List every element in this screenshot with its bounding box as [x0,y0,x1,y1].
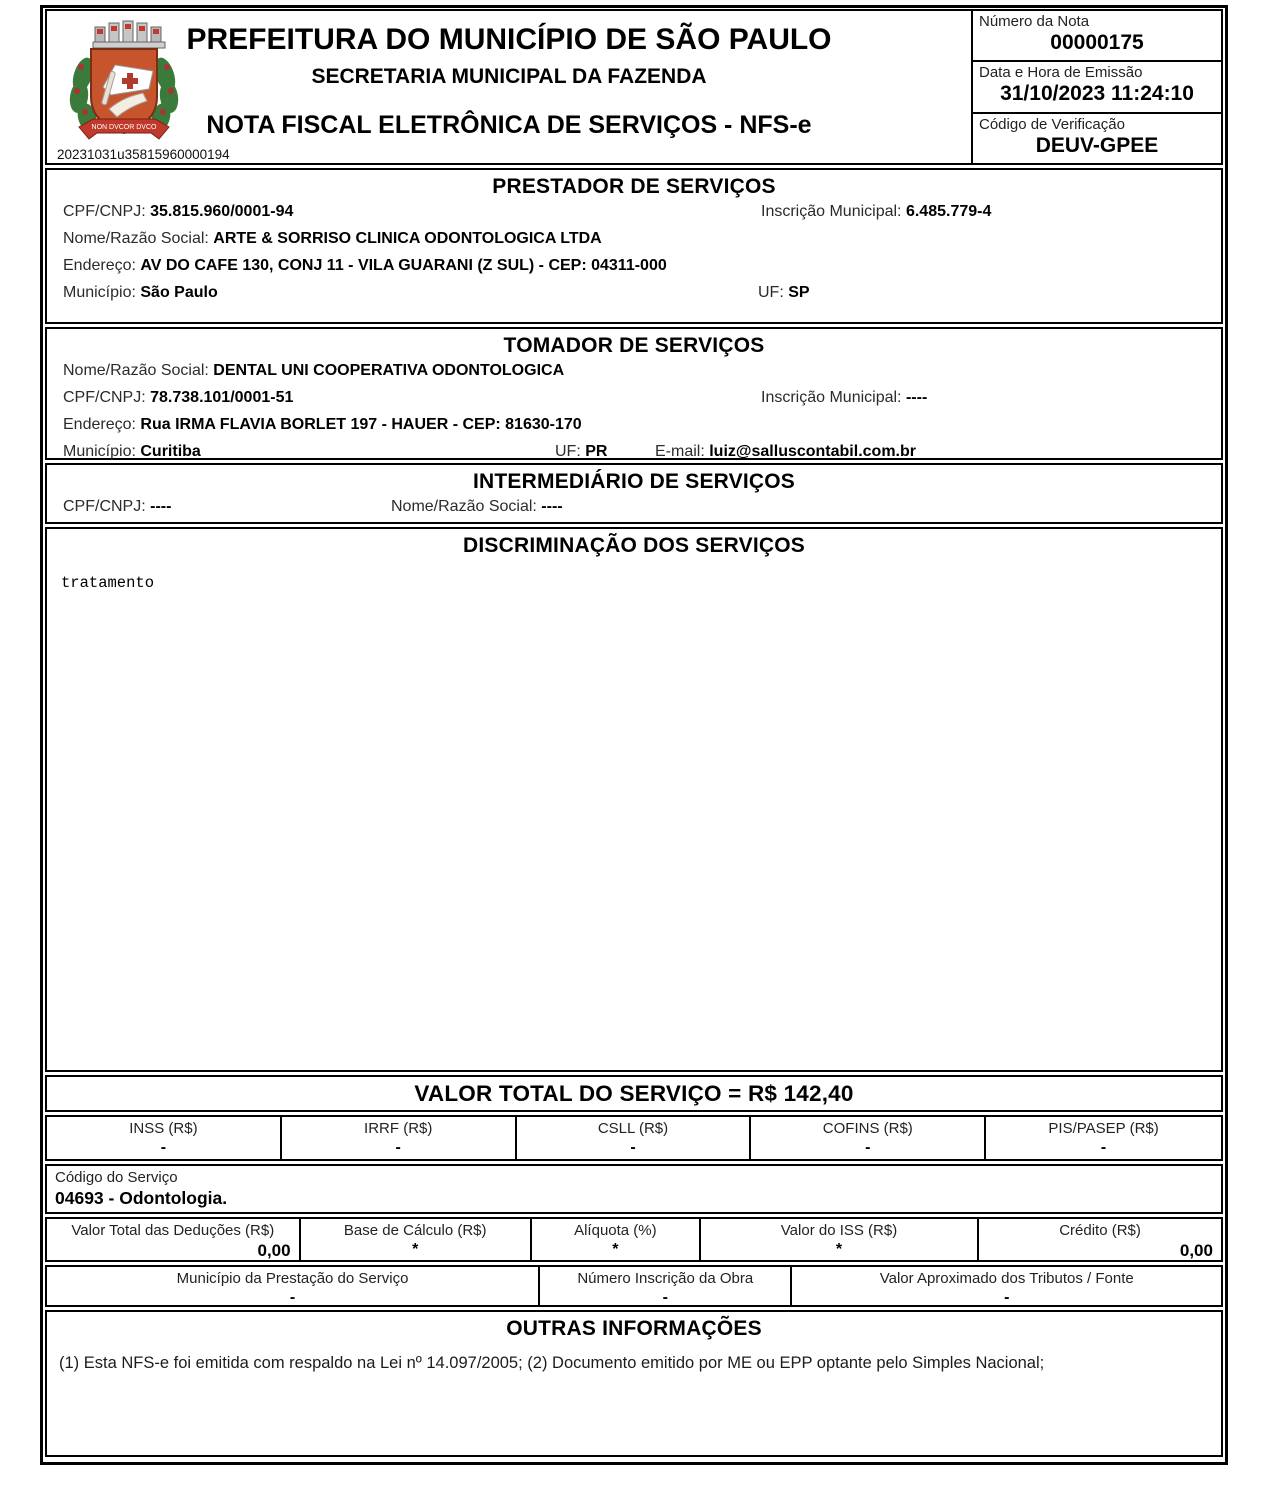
tomador-nome-label: Nome/Razão Social: [63,362,209,379]
valor-iss-value: * [835,1241,843,1258]
prestador-municipio-row [63,284,1221,311]
discriminacao-title: DISCRIMINAÇÃO DOS SERVIÇOS [462,534,806,557]
prestador-endereco-value: AV DO CAFE 130, CONJ 11 - VILA GUARANI (Z SUL) - CEP: 04311-000 [140,257,667,274]
prestador-title: PRESTADOR DE SERVIÇOS [492,175,776,198]
cofins-label: COFINS (R$) [822,1120,913,1137]
aliquota-label: Alíquota (%) [574,1222,657,1239]
inss-value: - [160,1139,167,1156]
inscricao-obra-value: - [662,1289,668,1306]
intermediario-nome-label: Nome/Razão Social: [391,498,537,515]
nfse-document [40,5,1228,1465]
intermediario-row [63,498,1221,525]
base-calculo-label: Base de Cálculo (R$) [343,1222,487,1239]
sao-paulo-coat-of-arms-icon [65,15,183,156]
cofins-value: - [865,1139,871,1156]
tributos-fonte-cell [792,1267,1221,1305]
prestador-nome-value: ARTE & SORRISO CLINICA ODONTOLOGICA LTDA [213,230,602,247]
tomador-endereco-label: Endereço: [63,416,136,433]
prestador-cnpj-label: CPF/CNPJ: [63,203,146,220]
tomador-email-value: luiz@salluscontabil.com.br [709,443,916,460]
valor-iss-label: Valor do ISS (R$) [780,1222,898,1239]
verification-code-cell [973,114,1221,163]
outras-informacoes-text: (1) Esta NFS-e foi emitida com respaldo na Lei nº 14.097/2005; (2) Documento emitido por ME ou EPP optante pelo Simples Nacional; [59,1354,1045,1372]
header-section [45,9,1223,165]
csll-cell [517,1117,752,1159]
emission-datetime-value: 31/10/2023 11:24:10 [1000,82,1194,106]
municipio-prestacao-label: Município da Prestação do Serviço [176,1270,409,1287]
crest-motto: NON DVCOR DVCO [91,124,157,131]
pispasep-cell [986,1117,1221,1159]
codigo-servico-value: 04693 - Odontologia. [55,1188,228,1208]
tomador-uf-label: UF: [555,443,581,460]
intermediario-cnpj-value: ---- [150,498,172,515]
irrf-value: - [395,1139,401,1156]
prestador-im-label: Inscrição Municipal: [761,203,902,220]
municipio-prestacao-cell [47,1267,540,1305]
credito-value: 0,00 [1179,1241,1213,1260]
deducoes-value: 0,00 [257,1241,291,1260]
pispasep-value: - [1100,1139,1107,1156]
intermediario-nome-value: ---- [541,498,563,515]
deducoes-row [45,1217,1223,1262]
nota-number-value: 00000175 [1050,31,1144,54]
credito-label: Crédito (R$) [1059,1222,1141,1239]
tomador-cnpj-value: 78.738.101/0001-51 [150,389,294,406]
pispasep-label: PIS/PASEP (R$) [1048,1120,1159,1137]
prestador-municipio-value: São Paulo [140,284,218,301]
prestador-uf-label: UF: [758,284,784,301]
tomador-im-value: ---- [905,389,928,406]
aliquota-value: * [612,1241,619,1258]
inscricao-obra-label: Número Inscrição da Obra [577,1270,754,1287]
tomador-endereco-row [63,416,1221,443]
discriminacao-section [45,527,1223,1072]
tomador-title: TOMADOR DE SERVIÇOS [503,334,765,357]
municipio-prestacao-value: - [289,1289,296,1306]
tomador-nome-value: DENTAL UNI COOPERATIVA ODONTOLOGICA [213,362,565,379]
document-type-title: NOTA FISCAL ELETRÔNICA DE SERVIÇOS - NFS-e [206,111,812,139]
prestador-municipio-label: Município: [63,284,136,301]
prestador-nome-label: Nome/Razão Social: [63,230,209,247]
codigo-servico-section [45,1164,1223,1214]
inss-label: INSS (R$) [129,1120,198,1137]
outras-informacoes-title: OUTRAS INFORMAÇÕES [506,1317,762,1340]
tributos-fonte-label: Valor Aproximado dos Tributos / Fonte [879,1270,1134,1287]
codigo-servico-label: Código do Serviço [55,1169,178,1186]
intermediario-title: INTERMEDIÁRIO DE SERVIÇOS [473,470,795,493]
tomador-email-label: E-mail: [655,443,705,460]
tomador-endereco-value: Rua IRMA FLAVIA BORLET 197 - HAUER - CEP: 81630-170 [140,416,582,433]
tomador-cnpj-row [63,389,1221,416]
deducoes-label: Valor Total das Deduções (R$) [71,1222,275,1239]
irrf-cell [282,1117,517,1159]
outras-informacoes-section [45,1310,1223,1457]
header-left [47,11,971,163]
prestador-cnpj-value: 35.815.960/0001-94 [150,203,294,220]
prestador-nome-row [63,230,1221,257]
municipio-prestacao-row [45,1265,1223,1307]
header-title: PREFEITURA DO MUNICÍPIO DE SÃO PAULO [186,23,832,56]
csll-label: CSLL (R$) [597,1120,669,1137]
tomador-section [45,327,1223,460]
discriminacao-body: tratamento [61,574,155,592]
valor-iss-cell [701,1219,979,1260]
base-calculo-cell [301,1219,532,1260]
nota-number-label: Número da Nota [979,13,1090,30]
cofins-cell [751,1117,986,1159]
tributos-fonte-value: - [1004,1289,1010,1306]
tomador-nome-row [63,362,1221,389]
verification-code-label: Código de Verificação [979,115,1125,133]
aliquota-cell [532,1219,701,1260]
emission-datetime-cell [973,62,1221,113]
inss-cell [47,1117,282,1159]
tomador-cnpj-label: CPF/CNPJ: [63,389,146,406]
header-info-box [971,11,1221,163]
barcode-text: 20231031u35815960000194 [57,147,230,162]
credito-cell [979,1219,1221,1260]
nota-number-cell [973,11,1221,62]
taxes-row [45,1115,1223,1161]
emission-datetime-label: Data e Hora de Emissão [979,64,1143,82]
tomador-municipio-label: Município: [63,443,136,460]
prestador-endereco-row [63,257,1221,284]
irrf-label: IRRF (R$) [364,1120,433,1137]
inscricao-obra-cell [540,1267,792,1305]
prestador-uf-value: SP [788,284,810,301]
csll-value: - [630,1139,636,1156]
tomador-im-label: Inscrição Municipal: [761,389,902,406]
prestador-cnpj-row [63,203,1221,230]
valor-total-text: VALOR TOTAL DO SERVIÇO = R$ 142,40 [414,1081,854,1106]
intermediario-section [45,463,1223,524]
header-subtitle: SECRETARIA MUNICIPAL DA FAZENDA [311,65,707,88]
tomador-uf-value: PR [585,443,608,460]
deducoes-cell [47,1219,301,1260]
verification-code-value: DEUV-GPEE [1035,133,1159,157]
valor-total-section [45,1075,1223,1112]
intermediario-cnpj-label: CPF/CNPJ: [63,498,146,515]
prestador-im-value: 6.485.779-4 [905,203,992,220]
base-calculo-value: * [412,1241,419,1258]
prestador-section [45,168,1223,324]
prestador-endereco-label: Endereço: [63,257,136,274]
tomador-municipio-value: Curitiba [140,443,201,460]
